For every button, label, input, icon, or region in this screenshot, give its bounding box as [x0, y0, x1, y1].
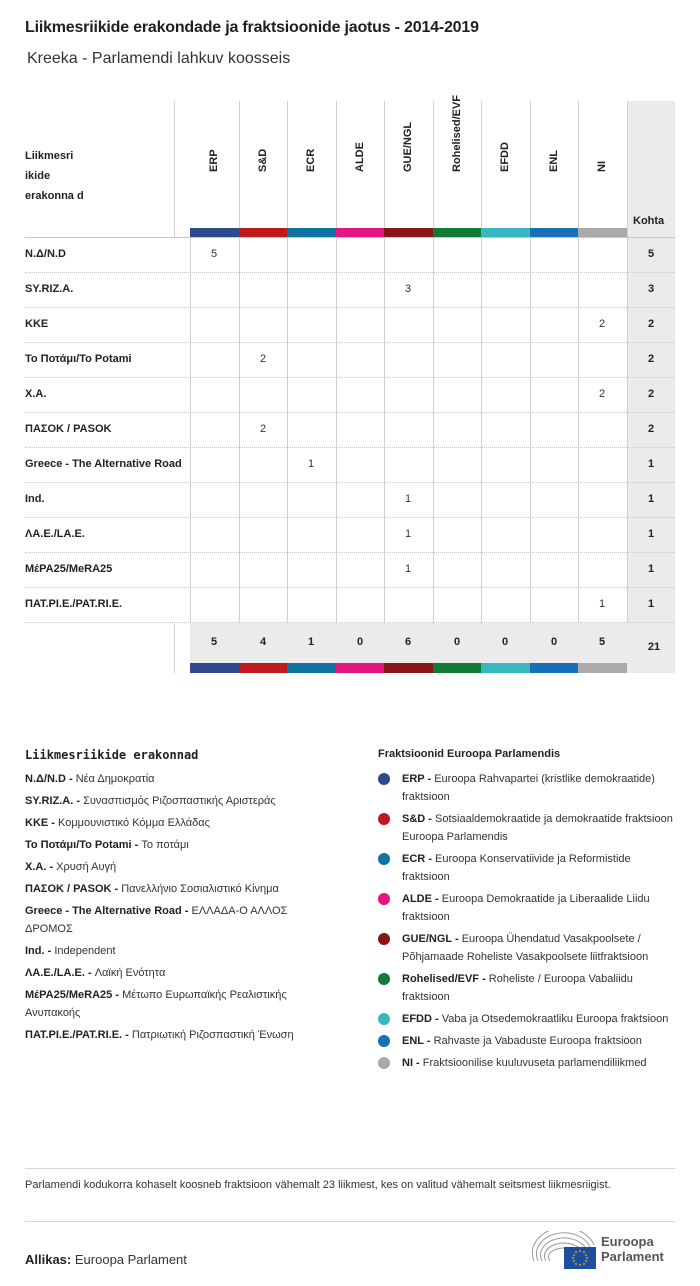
- party-legend-item: [25, 770, 325, 788]
- column-header-ecr: ECR: [305, 148, 317, 172]
- table-cell: 3: [404, 283, 412, 295]
- table-cell: 2: [598, 388, 606, 400]
- total-column-header: Kohta: [633, 215, 665, 227]
- party-full-name: ΕΛΛΑΔΑ-Ο ΑΛΛΟΣ ΔΡΟΜΟΣ: [25, 905, 288, 935]
- party-legend-item: [25, 902, 325, 938]
- group-full-name: Roheliste / Euroopa Vabaliidu fraktsioon: [402, 973, 633, 1003]
- group-abbr: ENL -: [402, 1035, 434, 1047]
- color-dot-icon: [378, 1013, 390, 1025]
- group-abbr: GUE/NGL -: [402, 933, 462, 945]
- color-dot-icon: [378, 1057, 390, 1069]
- group-legend-title: Fraktsioonid Euroopa Parlamendis: [378, 748, 561, 760]
- row-party-name: KKE: [25, 318, 49, 330]
- column-color-bar: [336, 663, 385, 673]
- party-legend-item: [25, 986, 325, 1022]
- group-abbr: NI -: [402, 1057, 423, 1069]
- hemicycle-icon: [530, 1231, 600, 1271]
- color-dot-icon: [378, 933, 390, 945]
- column-total: 5: [598, 636, 606, 648]
- party-abbr: ΠΑΣΟΚ / PASOK -: [25, 883, 122, 895]
- column-divider: [336, 101, 337, 623]
- column-color-bar: [287, 663, 336, 673]
- row-total: 1: [647, 598, 655, 610]
- party-legend-item: [25, 858, 325, 876]
- row-total: 3: [647, 283, 655, 295]
- party-full-name: Νέα Δημοκρατία: [75, 773, 155, 785]
- column-color-bar: [481, 663, 530, 673]
- page-subtitle: Kreeka - Parlamendi lahkuv koosseis: [27, 50, 291, 67]
- row-total: 5: [647, 248, 655, 260]
- logo-line-2: Parlament: [601, 1249, 664, 1264]
- party-full-name: Πατριωτική Ριζοσπαστική Ένωση: [131, 1029, 294, 1041]
- logo-text: [601, 1234, 664, 1264]
- source-value: Euroopa Parlament: [74, 1252, 187, 1267]
- group-legend-item: [378, 1054, 678, 1072]
- column-header-ni: NI: [596, 161, 608, 172]
- group-legend-item: [378, 850, 678, 886]
- column-color-bar: [433, 663, 482, 673]
- row-party-name: SY.RIZ.A.: [25, 283, 74, 295]
- column-total: 0: [356, 636, 364, 648]
- column-header-rohelisedevf: Rohelised/EVF: [451, 94, 463, 172]
- row-party-name: ΛΑ.Ε./LA.E.: [25, 528, 85, 540]
- color-dot-icon: [378, 813, 390, 825]
- group-full-name: Euroopa Ühendatud Vasakpoolsete / Põhjamaade Roheliste Vasakpoolsete liitfraktsioon: [402, 933, 649, 963]
- group-abbr: Rohelised/EVF -: [402, 973, 489, 985]
- group-full-name: Rahvaste ja Vabaduste Euroopa fraktsioon: [433, 1035, 642, 1047]
- row-total: 1: [647, 563, 655, 575]
- party-abbr: Το Ποτάμι/To Potami -: [25, 839, 142, 851]
- group-legend-item: [378, 1010, 678, 1028]
- group-abbr: ERP -: [402, 773, 435, 785]
- row-total: 1: [647, 458, 655, 470]
- column-header-guengl: GUE/NGL: [402, 121, 414, 172]
- column-color-bar: [336, 228, 385, 237]
- row-header-label: Liikmesri ikide erakonna d: [25, 150, 84, 202]
- column-divider: [287, 101, 288, 623]
- party-full-name: Λαϊκή Ενότητα: [94, 967, 166, 979]
- column-header-sd: S&D: [257, 148, 269, 172]
- column-color-bar: [239, 228, 288, 237]
- row-divider: [25, 482, 675, 483]
- party-full-name: Συνασπισμός Ριζοσπαστικής Αριστεράς: [83, 795, 276, 807]
- group-legend-item: [378, 970, 678, 1006]
- table-cell: 2: [259, 353, 267, 365]
- column-color-bar: [190, 228, 239, 237]
- column-color-bar: [578, 663, 627, 673]
- party-full-name: Independent: [54, 945, 116, 957]
- row-party-name: Ind.: [25, 493, 45, 505]
- party-full-name: Το ποτάμι: [141, 839, 189, 851]
- page-title: Liikmesriikide erakondade ja fraktsioonide jaotus - 2014-2019: [25, 19, 479, 36]
- color-dot-icon: [378, 773, 390, 785]
- color-dot-icon: [378, 973, 390, 985]
- party-legend-item: [25, 836, 325, 854]
- column-header-enl: ENL: [548, 150, 560, 172]
- row-party-name: Greece - The Alternative Road: [25, 458, 182, 470]
- party-abbr: ΛΑ.Ε./LA.E. -: [25, 967, 95, 979]
- column-total: 0: [453, 636, 461, 648]
- row-divider: [25, 552, 675, 553]
- ep-logo: [530, 1231, 680, 1271]
- party-legend-item: [25, 942, 325, 960]
- row-divider: [25, 412, 675, 413]
- column-divider: [481, 101, 482, 623]
- table-cell: 1: [404, 563, 412, 575]
- group-abbr: S&D -: [402, 813, 435, 825]
- row-divider: [25, 272, 675, 273]
- row-total: 2: [647, 353, 655, 365]
- column-divider: [530, 101, 531, 623]
- divider: [25, 1168, 675, 1169]
- row-party-name: X.A.: [25, 388, 47, 400]
- group-legend-item: [378, 890, 678, 926]
- row-total: 2: [647, 318, 655, 330]
- party-full-name: Μέτωπο Ευρωπαϊκής Ρεαλιστικής Ανυπακοής: [25, 989, 287, 1019]
- group-legend: [378, 770, 678, 1076]
- column-divider: [174, 101, 175, 237]
- column-color-bar: [384, 663, 433, 673]
- row-divider: [25, 622, 675, 623]
- party-legend-item: [25, 964, 325, 982]
- party-legend-title: Liikmesriikide erakonnad: [25, 748, 199, 762]
- table-cell: 1: [598, 598, 606, 610]
- group-abbr: EFDD -: [402, 1013, 442, 1025]
- column-divider: [174, 623, 175, 673]
- row-party-name: ΠΑΤ.ΡΙ.Ε./PAT.RI.E.: [25, 598, 123, 610]
- group-legend-item: [378, 810, 678, 846]
- row-party-name: ΜέΡΑ25/MeRA25: [25, 563, 113, 575]
- party-abbr: SY.RIZ.A. -: [25, 795, 84, 807]
- table-cell: 1: [404, 528, 412, 540]
- column-divider: [578, 101, 579, 623]
- row-party-name: ΠΑΣΟΚ / PASOK: [25, 423, 112, 435]
- column-total: 1: [307, 636, 315, 648]
- row-divider: [25, 342, 675, 343]
- column-color-bar: [530, 663, 579, 673]
- column-total: 4: [259, 636, 267, 648]
- footnote: Parlamendi kodukorra kohaselt koosneb fraktsioon vähemalt 23 liikmest, kes on valitud vähemalt seitsmest liikmesriigist.: [25, 1179, 611, 1191]
- party-abbr: N.Δ/N.D -: [25, 773, 76, 785]
- row-divider: [25, 517, 675, 518]
- column-color-bar: [384, 228, 433, 237]
- row-divider: [25, 377, 675, 378]
- row-party-name: N.Δ/N.D: [25, 248, 66, 260]
- column-color-bar: [433, 228, 482, 237]
- group-abbr: ECR -: [402, 853, 435, 865]
- party-full-name: Χρυσή Αυγή: [56, 861, 117, 873]
- column-divider: [384, 101, 385, 623]
- group-legend-item: [378, 930, 678, 966]
- party-abbr: X.A. -: [25, 861, 57, 873]
- table-cell: 2: [259, 423, 267, 435]
- group-full-name: Euroopa Demokraatide ja Liberaalide Liidu fraktsioon: [402, 893, 650, 923]
- party-full-name: Πανελλήνιο Σοσιαλιστικό Κίνημα: [121, 883, 279, 895]
- group-full-name: Sotsiaaldemokraatide ja demokraatide fraktsioon Euroopa Parlamendis: [402, 813, 673, 843]
- source: [25, 1252, 187, 1267]
- column-total: 0: [501, 636, 509, 648]
- party-abbr: Ind. -: [25, 945, 55, 957]
- color-dot-icon: [378, 1035, 390, 1047]
- row-total: 1: [647, 528, 655, 540]
- column-divider: [433, 101, 434, 623]
- column-header-erp: ERP: [208, 149, 220, 172]
- column-color-bar: [190, 663, 239, 673]
- party-legend: [25, 770, 325, 1048]
- party-abbr: KKE -: [25, 817, 58, 829]
- column-total: 5: [210, 636, 218, 648]
- column-color-bar: [239, 663, 288, 673]
- divider: [25, 1221, 675, 1222]
- table-cell: 1: [404, 493, 412, 505]
- table-cell: 5: [210, 248, 218, 260]
- column-color-bar: [578, 228, 627, 237]
- table-cell: 2: [598, 318, 606, 330]
- row-total: 1: [647, 493, 655, 505]
- grand-total: 21: [647, 641, 661, 653]
- group-abbr: ALDE -: [402, 893, 442, 905]
- group-full-name: Euroopa Konservatiivide ja Reformistide fraktsioon: [402, 853, 631, 883]
- source-label: Allikas:: [25, 1252, 72, 1267]
- column-total: 0: [550, 636, 558, 648]
- group-full-name: Fraktsioonilise kuuluvuseta parlamendiliikmed: [422, 1057, 647, 1069]
- party-legend-item: [25, 792, 325, 810]
- row-divider: [25, 307, 675, 308]
- row-divider: [25, 587, 675, 588]
- column-color-bar: [530, 228, 579, 237]
- group-full-name: Vaba ja Otsedemokraatliku Euroopa fraktsioon: [441, 1013, 669, 1025]
- party-legend-item: [25, 880, 325, 898]
- column-color-bar: [287, 228, 336, 237]
- group-legend-item: [378, 770, 678, 806]
- party-abbr: ΜέΡΑ25/MeRA25 -: [25, 989, 123, 1001]
- column-header-alde: ALDE: [354, 142, 366, 172]
- column-total: 6: [404, 636, 412, 648]
- party-abbr: ΠΑΤ.ΡΙ.Ε./PAT.RI.E. -: [25, 1029, 132, 1041]
- party-abbr: Greece - The Alternative Road -: [25, 905, 192, 917]
- row-total: 2: [647, 388, 655, 400]
- logo-line-1: Euroopa: [601, 1234, 654, 1249]
- group-full-name: Euroopa Rahvapartei (kristlike demokraatide) fraktsioon: [402, 773, 655, 803]
- column-divider: [190, 237, 191, 623]
- party-full-name: Κομμουνιστικό Κόμμα Ελλάδας: [58, 817, 210, 829]
- row-party-name: Το Ποτάμι/To Potami: [25, 353, 132, 365]
- column-color-bar: [481, 228, 530, 237]
- group-legend-item: [378, 1032, 678, 1050]
- color-dot-icon: [378, 893, 390, 905]
- party-legend-item: [25, 814, 325, 832]
- color-dot-icon: [378, 853, 390, 865]
- row-total: 2: [647, 423, 655, 435]
- row-divider: [25, 447, 675, 448]
- column-header-efdd: EFDD: [499, 142, 511, 172]
- party-legend-item: [25, 1026, 325, 1044]
- table-cell: 1: [307, 458, 315, 470]
